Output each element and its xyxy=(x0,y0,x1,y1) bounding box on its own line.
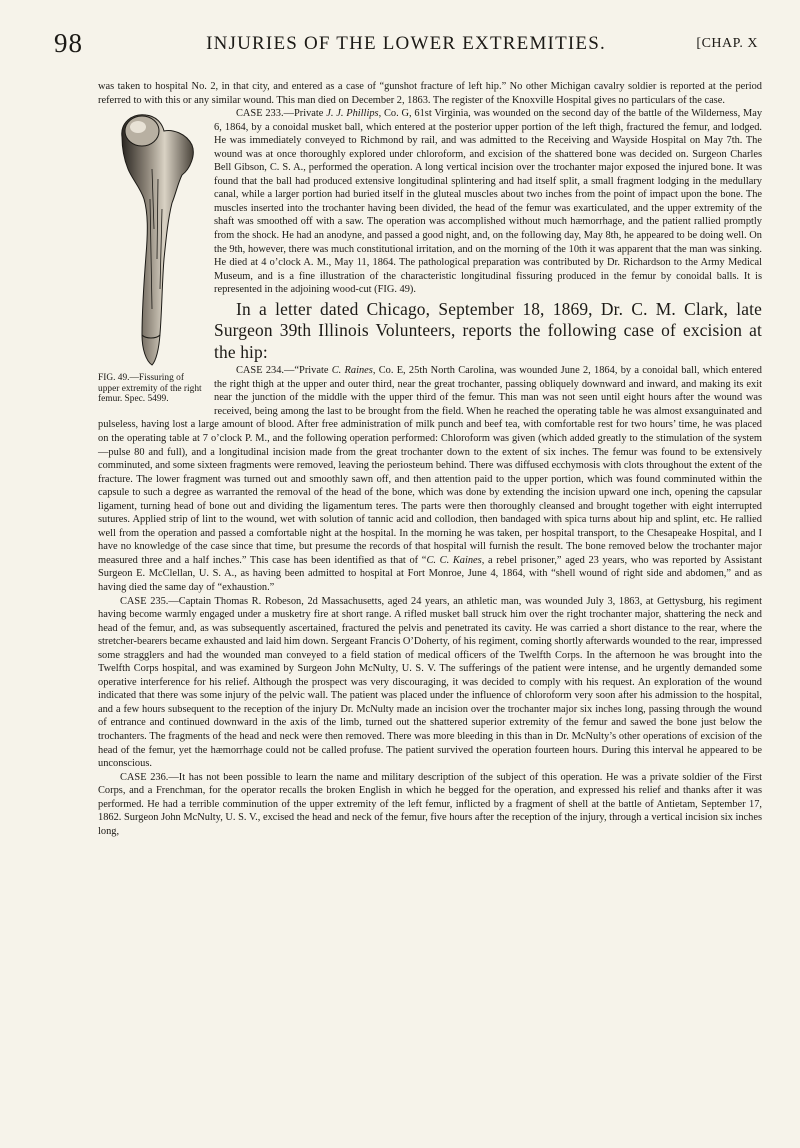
figure-caption: FIG. 49.—Fissuring of upper extremity of the right femur. Spec. 5499. xyxy=(98,373,202,405)
patient-name: J. J. Phillips xyxy=(326,108,379,120)
chapter-marker: [CHAP. X xyxy=(696,36,758,51)
case-235 xyxy=(98,595,762,771)
patient-name-alt: C. C. Kaines xyxy=(426,554,482,566)
case-text: —Captain Thomas R. Robeson, 2d Massachusetts, aged 24 years, an athletic man, was wounded July 3, 1863, at Gettysburg, his regiment having become warmly engaged under a musketry fire at short range. A rifled musket ball struck him over the right trochanter major, shattering the neck and head of the femur, and, as was subsequently ascertained, fractured the pelvis and penetrated its cavity. He was carried a short distance to the rear, where the stretcher-bearers became exhausted and laid him down. Sergeant Francis O’Doherty, of his regiment, coming shortly afterwards wounded to the rear, impressed some stragglers and had the wounded man conveyed to a field station of medical officers of the Twelfth Corps. In the afternoon he was brought into the Twelfth Corps hospital, and was examined by Surgeon John McNulty, U. S. V. The sufferings of the patient were intense, and he urgently demanded some operative interference for his relief. Although the prospect was very discouraging, it was decided to comply with his request. An exploration of the wound indicated that there was some injury of the pelvic wall. The patient was placed under the influence of chloroform very soon after his admission to the hospital, and a few hours subsequent to the reception of the injury Dr. McNulty made an incision over the trochanter major six inches long, passing through the wound of entrance and continued downward in the axis of the limb, turned out the shattered superior extremity of the femur and sawed the bone just below the trochanters. The fragments of the head and neck were then removed. There was more bleeding in this than in Dr. McNulty’s other operations of excision of the head of the femur, yet the hæmorrhage could not be called profuse. The patient survived the operation fourteen hours. During this interval he appeared to be unconscious. xyxy=(98,595,762,770)
case-text: , Co. E, 25th North Carolina, was wounded June 2, 1864, by a conoidal ball, which entered the right thigh at the upper and outer third, near the great trochanter, passing obliquely downward and inward, and making its exit near the junction of the middle with the upper third of the femur. This man was not seen until eight hours after the wound was received, being among the last to be brought from the field. When he reached the operating table he was almost exsanguinated and pulseless, having lost a large amount of blood. After free administration of milk punch and beef tea, with comfortable rest for two hours’ time, he was placed on the operating table at 7 o’clock P. M., and the following operation performed: Chloroform was given (which added greatly to the stimulation of the system—pulse 80 and full), and a longitudinal incision made from the great trochanter down to the extent of six inches. The femur was found to be extensively comminuted, and some sixteen fragments were removed, leaving the periosteum behind. There was diffused ecchymosis with clots throughout the extent of the fracture. The lower fragment was turned out and smoothly sawn off, and then attention paid to the upper portion, which was found comminuted within the capsule to such a degree as warranted the removal of the head of the bone, which was done by extending the incision upward one inch, opening the capsular ligament, turning head of bone out and dividing the ligamentum teres. The parts were then thoroughly cleansed and brought together with eight interrupted sutures. Applied strip of lint to the wound, wet with solution of tannic acid and collodion, then bandaged with spica turns about hip and splint, etc. He rallied well from the operation and passed a comfortable night at the hospital. In the morning he was taken, per hospital transport, to the Chesapeake Hospital, and I have no knowledge of the case since that time, but presume the records of that hospital will furnish the result. The bone removed below the trochanter major measured three and a half inches.” This case has been identified as that of “ xyxy=(98,365,763,566)
case-label: CASE 235. xyxy=(120,595,169,607)
case-intro: —Private xyxy=(283,108,327,120)
case-text: —It has not been possible to learn the name and military description of the subject of this operation. He was a private soldier of the First Corps, and a Frenchman, for the operator recalls the broken English in which he begged for the operation, and expressed his relief and thanks after it was performed. He had a terrible comminution of the upper extremity of the left femur, inflicted by a fragment of shell at the battle of Antietam, September 17, 1862. Surgeon John McNulty, U. S. V., excised the head and neck of the femur, five hours after the reception of the injury, through a vertical incision six inches long, xyxy=(98,771,762,837)
patient-name: C. Raines xyxy=(331,365,373,377)
case-text-continued: , a rebel prisoner,” aged 23 years, who was reported by Assistant Surgeon E. McClellan, U. S. A., as having been admitted to hospital at Fort Monroe, June 4, 1864, with “shell wound of right side and abdomen,” and as having died the same day of “exhaustion.” xyxy=(98,554,762,593)
paragraph-continuation: was taken to hospital No. 2, in that city, and entered as a case of “gunshot fracture of left hip.” No other Michigan cavalry soldier is reported at the period referred to with this or any similar wound. This man died on December 2, 1863. The register of the Knoxville Hospital gives no particulars of the case. xyxy=(98,81,762,106)
page-number: 98 xyxy=(54,28,83,58)
case-intro: —“Private xyxy=(284,365,332,377)
case-text: , Co. G, 61st Virginia, was wounded on the second day of the battle of the Wilderness, May 6, 1864, by a conoidal musket ball, which entered at the posterior upper portion of the left thigh, fractured the femur, and lodged. He was immediately conveyed to Richmond by rail, and was admitted to the Receiving and Wayside Hospital on May 7th. The wound was at once thoroughly explored under chloroform, and excision of the shattered bone was decided on. Surgeon Charles Bell Gibson, C. S. A., performed the operation. A long vertical incision over the trochanter major exposed the injured bone. It was found that the ball had produced extensive longitudinal splintering and had itself split, a small fragment lodging in the medullary canal, while a larger portion had buried itself in the gluteal muscles about two inches from the point of impact upon the bone. The muscles inserted into the trochanter having been divided, the head of the femur was exarticulated, and the upper extremity of the shaft was smoothed off with a saw. The operation was accomplished without much hæmorrhage, and the patient rallied promptly from the shock. He had an anodyne, and passed a good night, and, on the following day, May 8th, he appeared to be doing well. On the 9th, however, there was much constitutional irritation, and on the morning of the 10th it was apparent that the man was sinking. He died at 4 o’clock A. M., May 11, 1864. The pathological preparation was contributed by Dr. Richardson to the Army Medical Museum, and is a fine illustration of the characteristic longitudinal fissuring produced in the femur by conoidal balls. It is represented in the adjoining wood-cut (FIG. 49). xyxy=(214,108,763,296)
case-label: CASE 233. xyxy=(236,108,284,120)
case-label: CASE 234. xyxy=(236,365,285,377)
page-body xyxy=(98,80,762,838)
femur-bone-illustration-icon xyxy=(102,109,202,369)
figure-49 xyxy=(98,107,208,407)
page-header xyxy=(54,28,758,68)
case-236 xyxy=(98,771,762,839)
case-label: CASE 236. xyxy=(120,771,169,783)
running-title: INJURIES OF THE LOWER EXTREMITIES. xyxy=(206,33,606,54)
letter-intro: In a letter dated Chicago, September 18, 1869, Dr. C. M. Clark, late Surgeon 39th Illinois Volunteers, reports the following case of excision at the hip: xyxy=(214,298,762,362)
